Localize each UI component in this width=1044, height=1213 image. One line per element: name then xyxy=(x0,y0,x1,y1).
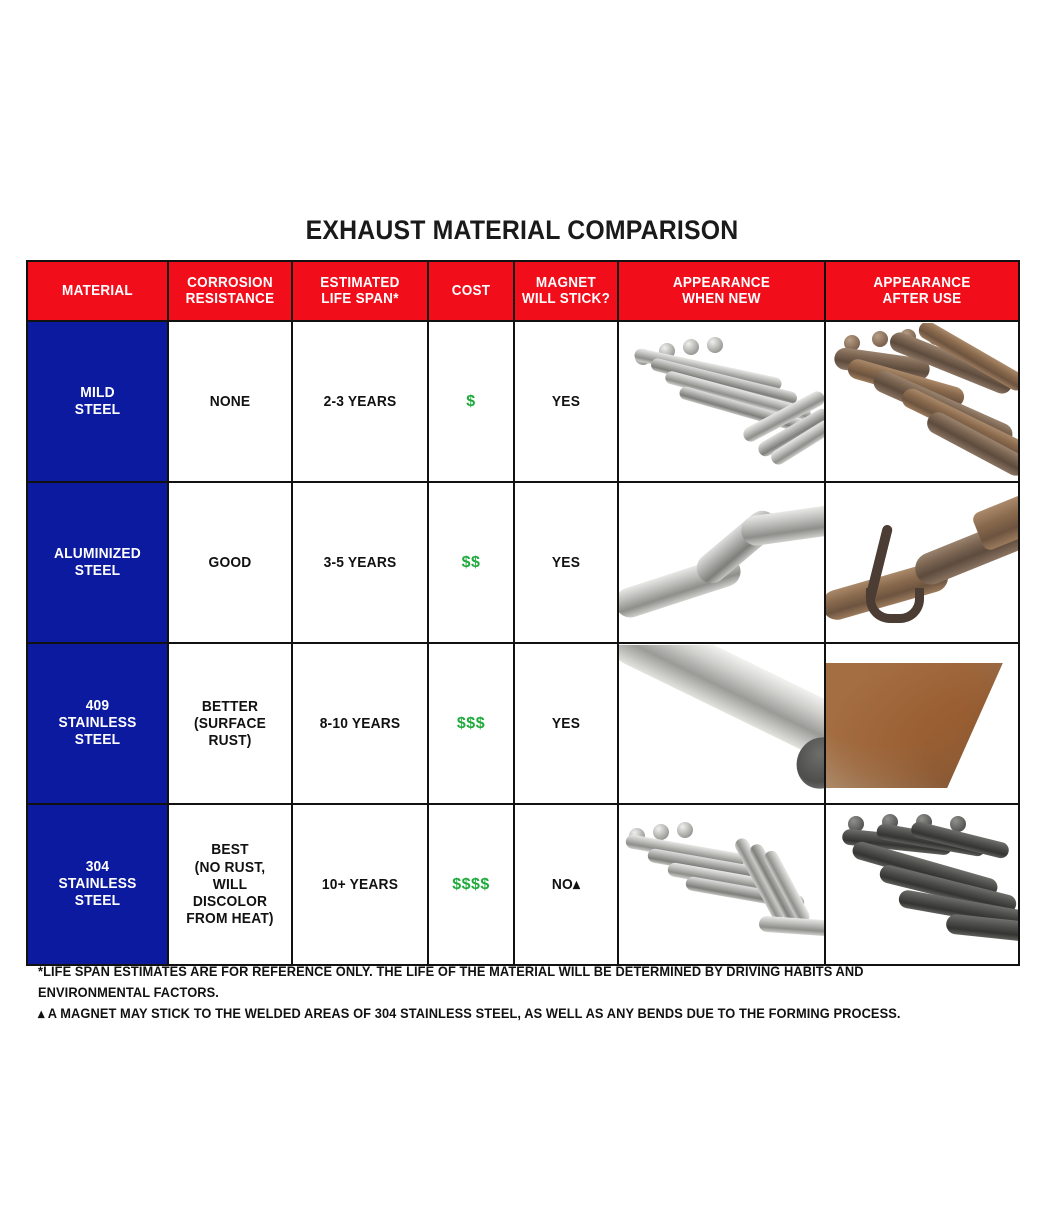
life-span-cell xyxy=(292,643,428,804)
column-header-appearance-new-line1: APPEARANCE xyxy=(672,274,771,292)
table-row xyxy=(27,643,1019,804)
magnet-cell xyxy=(514,321,618,482)
magnet-value: YES xyxy=(551,714,581,732)
appearance-new-cell xyxy=(618,321,825,482)
hanger-hook-icon xyxy=(866,588,924,623)
magnet-value: YES xyxy=(551,392,581,410)
column-header-material xyxy=(27,261,168,321)
column-header-life-span xyxy=(292,261,428,321)
column-header-cost xyxy=(428,261,514,321)
flange-icon xyxy=(707,337,723,353)
column-header-appearance-new-line2: WHEN NEW xyxy=(682,290,761,307)
flange-icon xyxy=(683,339,699,355)
column-header-magnet-line1: MAGNET xyxy=(535,274,597,292)
column-header-appearance-new xyxy=(618,261,825,321)
table-row xyxy=(27,321,1019,482)
appearance-used-cell xyxy=(825,321,1019,482)
comparison-chart xyxy=(26,215,1018,966)
corrosion-line3: RUST) xyxy=(208,732,252,750)
flange-icon xyxy=(872,331,888,347)
rusted-pipe-with-hanger-photo xyxy=(826,484,1018,641)
corrosion-line1: GOOD xyxy=(208,553,252,571)
corrosion-cell xyxy=(168,643,292,804)
material-label-line2: STEEL xyxy=(74,561,121,579)
material-cell-304-stainless-steel xyxy=(27,804,168,965)
appearance-used-cell xyxy=(825,643,1019,804)
life-span-cell xyxy=(292,482,428,643)
bent-aluminized-pipe-photo xyxy=(619,484,824,641)
corrosion-line3: WILL DISCOLOR xyxy=(192,875,268,911)
footnotes xyxy=(38,962,1018,1025)
corrosion-line1: NONE xyxy=(209,392,251,410)
material-label-line1: 409 xyxy=(85,697,110,715)
polished-stainless-tube-photo xyxy=(619,645,824,802)
page-title: EXHAUST MATERIAL COMPARISON xyxy=(305,215,739,245)
column-header-magnet-line2: WILL STICK? xyxy=(521,290,611,307)
shiny-steel-headers-photo xyxy=(619,323,824,480)
flange-icon xyxy=(677,822,693,838)
cost-value: $$$ xyxy=(456,714,486,732)
column-header-appearance-used xyxy=(825,261,1019,321)
life-span-cell xyxy=(292,804,428,965)
magnet-cell xyxy=(514,643,618,804)
material-label-line2: STEEL xyxy=(74,400,121,418)
column-header-corrosion-line1: CORROSION xyxy=(187,274,273,292)
column-header-life-line2: LIFE SPAN* xyxy=(321,290,399,307)
column-header-appearance-used-line1: APPEARANCE xyxy=(873,274,971,292)
material-cell-409-stainless-steel xyxy=(27,643,168,804)
appearance-used-cell xyxy=(825,482,1019,643)
corrosion-cell xyxy=(168,804,292,965)
column-header-magnet xyxy=(514,261,618,321)
rusted-headers-photo xyxy=(826,323,1018,480)
flange-icon xyxy=(653,824,669,840)
table-header-row xyxy=(27,261,1019,321)
cost-cell xyxy=(428,321,514,482)
column-header-corrosion-line2: RESISTANCE xyxy=(185,290,275,307)
material-label-line3: STEEL xyxy=(74,891,121,909)
corrosion-line2: (SURFACE xyxy=(193,714,267,732)
corrosion-line2: (NO RUST, xyxy=(194,858,266,876)
table-body xyxy=(27,321,1019,965)
table-header xyxy=(27,261,1019,321)
life-span-value: 3-5 YEARS xyxy=(323,553,397,571)
stainless-long-tube-headers-photo xyxy=(619,806,824,963)
material-label-line1: ALUMINIZED xyxy=(54,544,141,562)
material-label-line2: STAINLESS xyxy=(58,714,137,732)
life-span-cell xyxy=(292,321,428,482)
column-header-material-line1: MATERIAL xyxy=(62,282,133,300)
magnet-cell xyxy=(514,482,618,643)
life-span-value: 2-3 YEARS xyxy=(323,392,397,410)
cost-cell xyxy=(428,482,514,643)
cost-value: $ xyxy=(466,392,476,410)
cost-cell xyxy=(428,804,514,965)
appearance-new-cell xyxy=(618,643,825,804)
material-label-line1: MILD xyxy=(80,383,115,401)
column-header-corrosion-resistance xyxy=(168,261,292,321)
surface-rust-tube-photo xyxy=(826,645,1018,802)
appearance-used-cell xyxy=(825,804,1019,965)
magnet-value: YES xyxy=(551,553,581,571)
cost-value: $$ xyxy=(461,553,481,571)
corrosion-cell xyxy=(168,321,292,482)
table-row xyxy=(27,482,1019,643)
table-row xyxy=(27,804,1019,965)
material-cell-mild-steel xyxy=(27,321,168,482)
corrosion-line1: BEST xyxy=(211,841,249,859)
material-label-line3: STEEL xyxy=(74,730,121,748)
appearance-new-cell xyxy=(618,482,825,643)
corrosion-line1: BETTER xyxy=(201,697,259,715)
corrosion-line4: FROM HEAT) xyxy=(186,910,274,928)
appearance-new-cell xyxy=(618,804,825,965)
corrosion-cell xyxy=(168,482,292,643)
magnet-value: NO▴ xyxy=(551,875,581,893)
cost-cell xyxy=(428,643,514,804)
magnet-cell xyxy=(514,804,618,965)
material-label-line1: 304 xyxy=(85,858,110,876)
heat-discolored-headers-photo xyxy=(826,806,1018,963)
life-span-value: 8-10 YEARS xyxy=(319,714,401,732)
cost-value: $$$$ xyxy=(452,875,490,893)
footnote-life-span: *LIFE SPAN ESTIMATES ARE FOR REFERENCE ONLY. THE LIFE OF THE MATERIAL WILL BE DETERMINED BY DRIVING HABITS AND ENVIRONMENTAL FACTORS. xyxy=(38,964,864,1000)
material-cell-aluminized-steel xyxy=(27,482,168,643)
column-header-life-line1: ESTIMATED xyxy=(320,274,400,292)
life-span-value: 10+ YEARS xyxy=(321,875,399,893)
footnote-magnet: ▴ A MAGNET MAY STICK TO THE WELDED AREAS OF 304 STAINLESS STEEL, AS WELL AS ANY BENDS DUE TO THE FORMING PROCESS. xyxy=(38,1005,901,1021)
exhaust-material-comparison-table xyxy=(26,260,1020,966)
column-header-cost-line1: COST xyxy=(451,282,491,300)
material-label-line2: STAINLESS xyxy=(58,875,137,893)
column-header-appearance-used-line2: AFTER USE xyxy=(882,290,962,307)
